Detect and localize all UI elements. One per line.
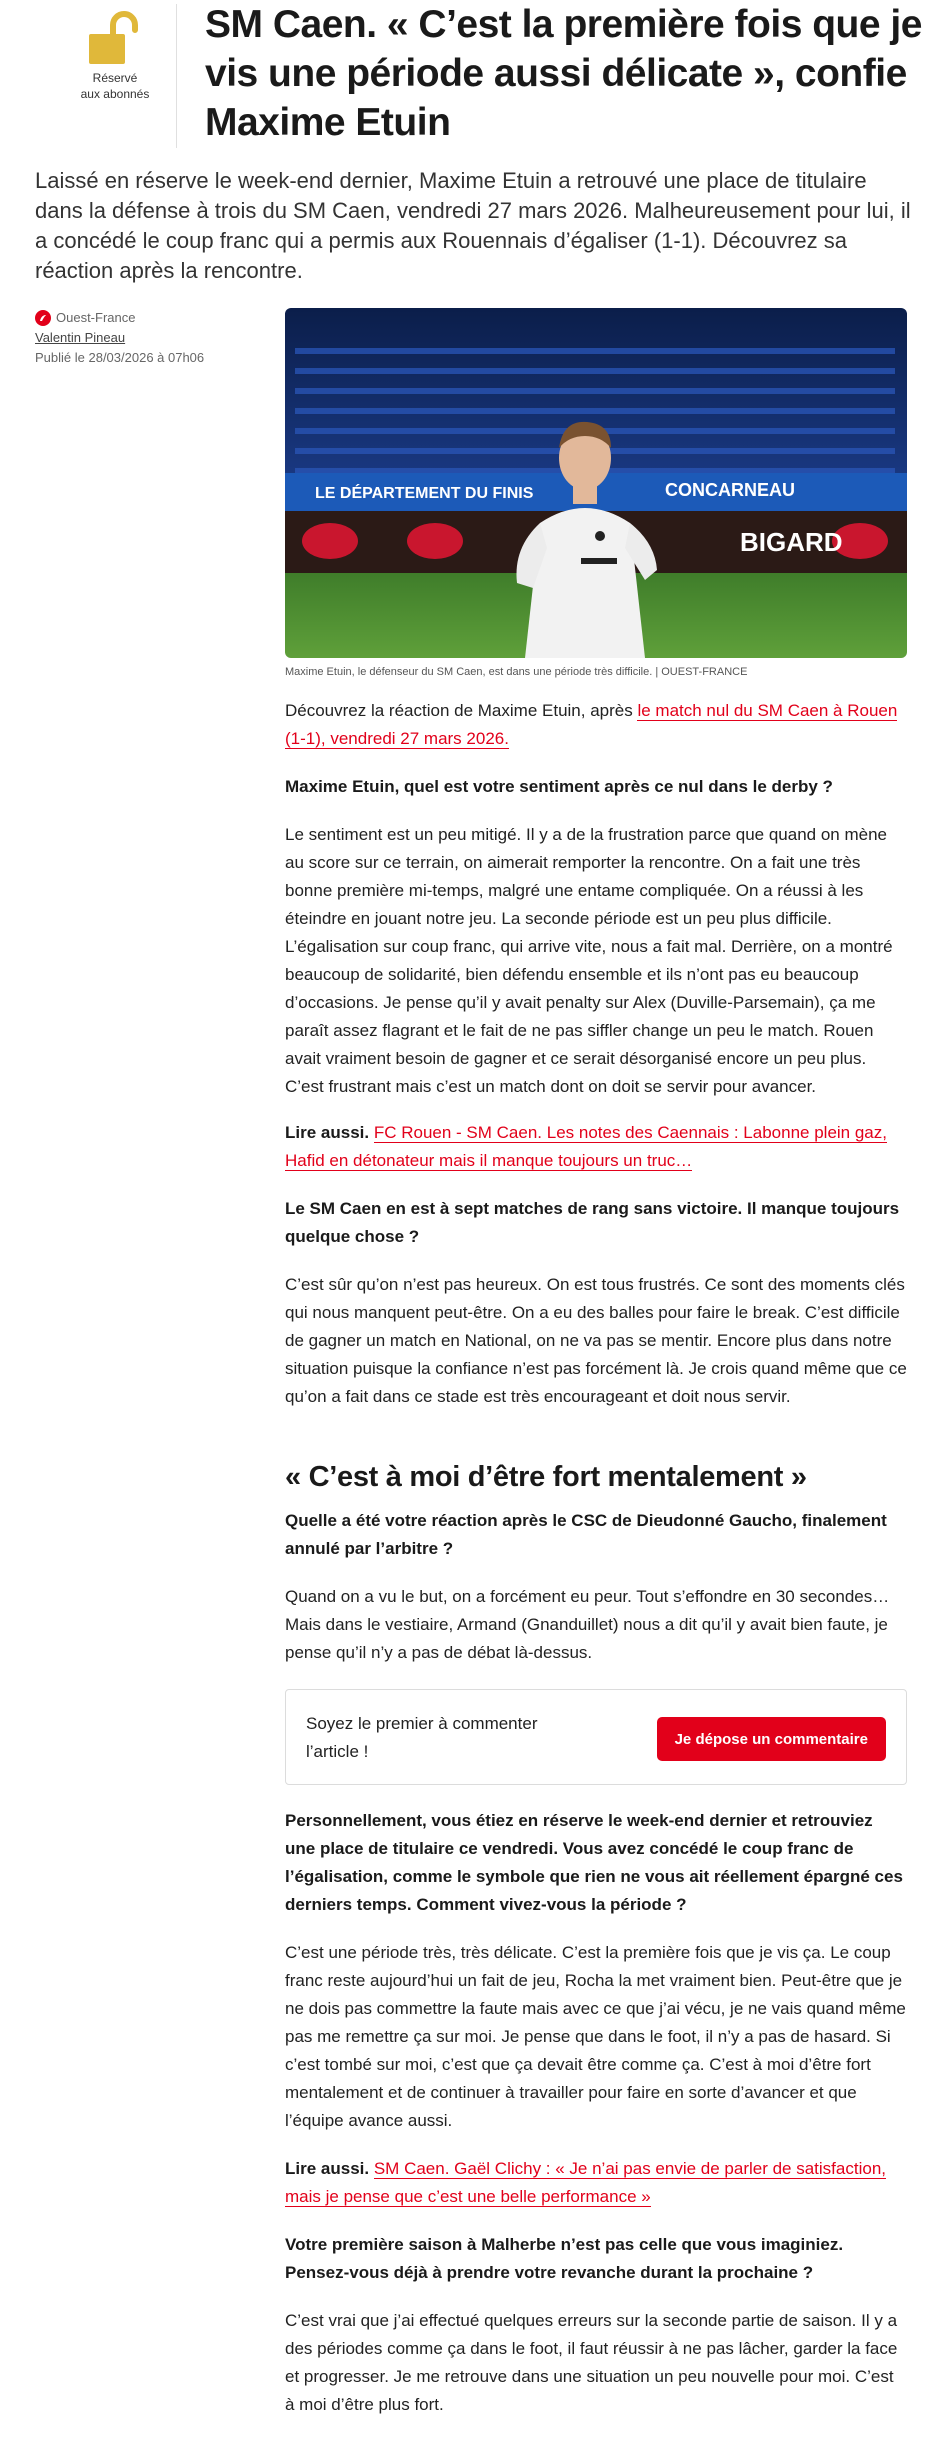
answer-1: Le sentiment est un peu mitigé. Il y a de la frustration parce que quand on mène au score sur ce terrain, on aimerait remporter la rencontre. On a fait une très bonne première mi-temps, malgré une entame compliquée. On a réussi à les éteindre en jouant notre jeu. La seconde période est un peu plus difficile. L’égalisation sur coup franc, qui arrive vite, nous a fait mal. Derrière, on a montré beaucoup de solidarité, bien défendu ensemble et ils n’ont pas eu beaucoup d’occasions. Je pense qu’il y avait penalty sur Alex (Duville-Parsemain), ça me paraît assez flagrant et le fait de ne pas siffler change un peu le match. Rouen avait vraiment besoin de gagner et ce serait désorganisé encore un peu plus. C’est frustrant mais c’est un match dont on doit se servir pour avancer. <box>285 825 893 1096</box>
comment-prompt-box <box>285 1689 907 1785</box>
banner-right-text: CONCARNEAU <box>665 480 795 500</box>
ad-board-text: BIGARD <box>740 527 843 557</box>
section-subtitle: « C’est à moi d’être fort mentalement » <box>285 1461 807 1493</box>
question-4: Personnellement, vous étiez en réserve le week-end dernier et retrouviez une place de titulaire ce vendredi. Vous avez concédé le coup franc de l’égalisation, comme le symbole que rien ne vous ait réellement épargné ces derniers temps. Comment vivez-vous la période ? <box>285 1811 903 1914</box>
intro-match-link[interactable]: le match nul du SM Caen à Rouen (1-1), vendredi 27 mars 2026. <box>285 701 898 748</box>
question-3: Quelle a été votre réaction après le CSC de Dieudonné Gaucho, finalement annulé par l’arbitre ? <box>285 1511 887 1558</box>
intro-text: Découvrez la réaction de Maxime Etuin, après <box>285 701 638 720</box>
photo-caption: Maxime Etuin, le défenseur du SM Caen, est dans une période très difficile. | OUEST-FRANCE <box>285 666 748 678</box>
header-divider <box>176 4 177 148</box>
read-also-label: Lire aussi. <box>285 1123 370 1142</box>
source-row <box>35 308 255 328</box>
ouest-france-logo-icon <box>35 310 51 326</box>
read-also-label-2: Lire aussi. <box>285 2159 370 2178</box>
article-header <box>0 0 947 150</box>
comment-prompt-text: Soyez le premier à commenter l’article ! <box>306 1714 538 1761</box>
article-lead: Laissé en réserve le week-end dernier, Maxime Etuin a retrouvé une place de titulaire dans la défense à trois du SM Caen, vendredi 27 mars 2026. Malheureusement pour lui, il a concédé le coup franc qui a permis aux Rouennais d’égaliser (1-1). Découvrez sa réaction après la rencontre. <box>35 168 911 283</box>
banner-left-text: LE DÉPARTEMENT DU FINIS <box>315 485 534 502</box>
author-link[interactable]: Valentin Pineau <box>35 330 126 345</box>
read-also-link-2[interactable]: SM Caen. Gaël Clichy : « Je n’ai pas envie de parler de satisfaction, mais je pense que c’est une belle performance » <box>285 2159 886 2206</box>
article-body <box>285 697 907 2419</box>
article-meta <box>35 308 255 368</box>
intro-paragraph <box>285 697 907 753</box>
publish-date: Publié le 28/03/2026 à 07h06 <box>35 350 205 365</box>
article-photo <box>285 308 907 658</box>
subscriber-badge <box>60 10 170 102</box>
question-5: Votre première saison à Malherbe n’est pas celle que vous imaginiez. Pensez-vous déjà à prendre votre revanche durant la prochaine ? <box>285 2235 844 2282</box>
page-title: SM Caen. « C’est la première fois que je vis une période aussi délicate », confie Maxime Etuin <box>205 3 922 144</box>
answer-2: C’est sûr qu’on n’est pas heureux. On est tous frustrés. Ce sont des moments clés qui nous manquent peut-être. On a eu des balles pour faire le break. C’est difficile de gagner un match en National, on ne va pas se mentir. Encore plus dans notre situation puisque la confiance n’est pas forcément là. Je crois quand même que ce qu’on a fait dans ce stade est très encourageant et doit nous servir. <box>285 1275 907 1406</box>
answer-3: Quand on a vu le but, on a forcément eu peur. Tout s’effondre en 30 secondes… Mais dans le vestiaire, Armand (Gnanduillet) nous a dit qu’il y avait bien faute, je pense qu’il n’y a pas de débat là-dessus. <box>285 1587 890 1662</box>
source-name: Ouest-France <box>56 310 136 325</box>
post-comment-button[interactable]: Je dépose un commentaire <box>657 1717 886 1761</box>
read-also-1 <box>285 1119 907 1175</box>
read-also-link-1[interactable]: FC Rouen - SM Caen. Les notes des Caennais : Labonne plein gaz, Hafid en détonateur mais il manque toujours un truc… <box>285 1123 887 1170</box>
subscriber-label-line1: Réservé <box>92 71 138 85</box>
answer-5: C’est vrai que j’ai effectué quelques erreurs sur la seconde partie de saison. Il y a des périodes comme ça dans le foot, il faut réussir à ne pas lâcher, garder la face et progresser. Je me retrouve dans une situation un peu nouvelle pour moi. C’est à moi d’être plus fort. <box>285 2311 898 2414</box>
unlocked-padlock-icon <box>83 10 147 66</box>
question-2: Le SM Caen en est à sept matches de rang sans victoire. Il manque toujours quelque chose ? <box>285 1199 900 1246</box>
read-also-2 <box>285 2155 907 2211</box>
question-1: Maxime Etuin, quel est votre sentiment après ce nul dans le derby ? <box>285 777 833 796</box>
subscriber-label-line2: aux abonnés <box>80 87 150 101</box>
answer-4: C’est une période très, très délicate. C’est la première fois que je vis ça. Le coup franc reste aujourd’hui un fait de jeu, Rocha la met vraiment bien. Peut-être que je ne dois pas commettre la faute mais avec ce que j’ai vécu, je ne vais quand même pas me remettre ça sur moi. Je pense que dans le foot, il n’y a pas de hasard. Si c’est tombé sur moi, c’est que ça devait être comme ça. C’est à moi d’être fort mentalement et de continuer à travailler pour faire en sorte d’avancer et que l’équipe avance aussi. <box>285 1943 906 2130</box>
stadium-photo-illustration <box>285 308 907 658</box>
